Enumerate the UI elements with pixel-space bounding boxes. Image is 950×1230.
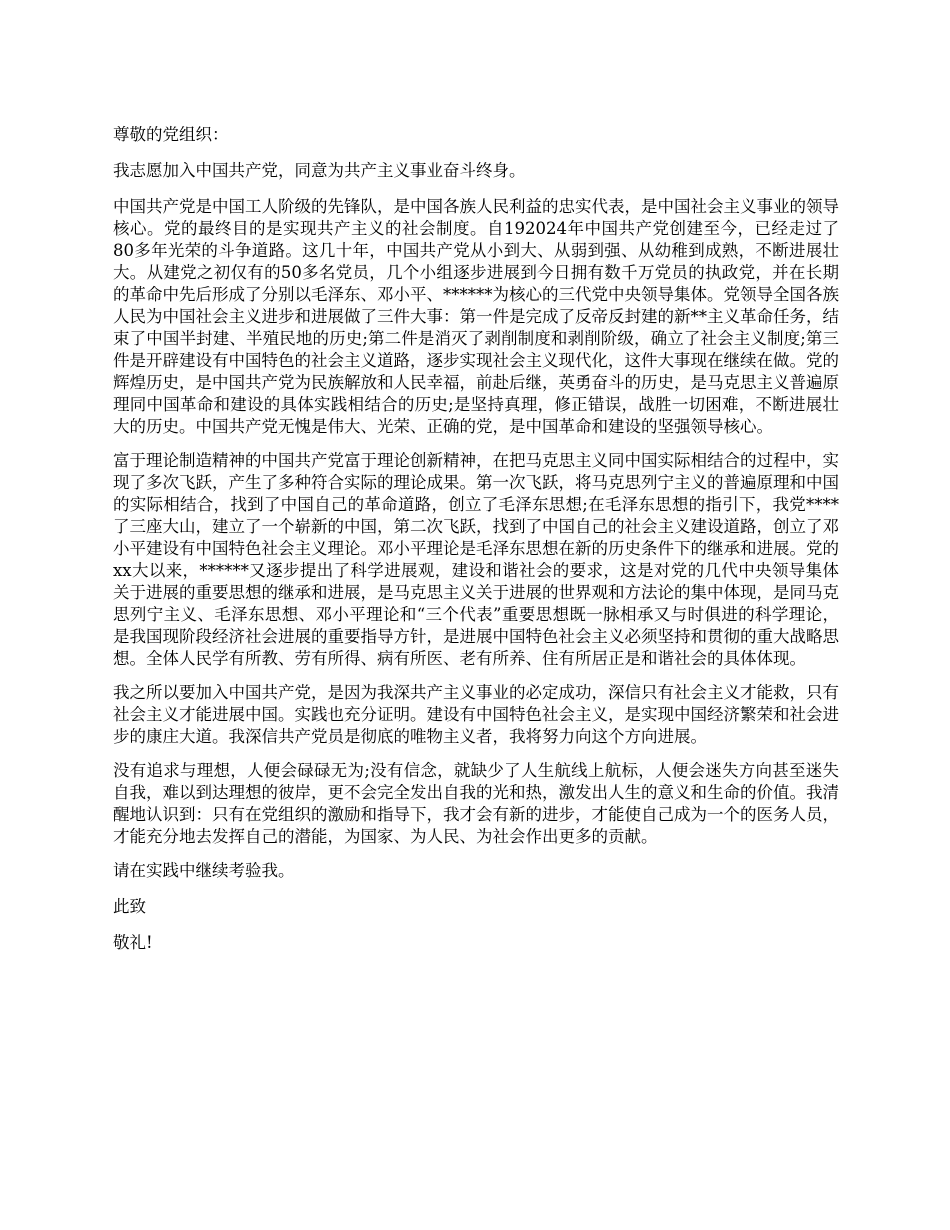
closing-line-2: 敬礼! [113,933,153,952]
ideal-paragraph: 没有追求与理想，人便会碌碌无为;没有信念，就缺少了人生航线上航标，人便会迷失方向甚至迷失自我，难以到达理想的彼岸，更不会完全发出自我的光和热，激发出人生的意义和生命的价值。我清醒地认识到：只有在党组织的激励和指导下，我才会有新的进步，才能使自己成为一个的医务人员，才能充分地去发挥自己的潜能，为国家、为人民、为社会作出更多的贡献。 [113,761,839,846]
history-paragraph: 中国共产党是中国工人阶级的先锋队，是中国各族人民利益的忠实代表，是中国社会主义事业的领导核心。党的最终目的是实现共产主义的社会制度。自192024年中国共产党创建至今，已经走过了80多年光荣的斗争道路。这几十年，中国共产党从小到大、从弱到强、从幼稚到成熟，不断进展壮大。从建党之初仅有的50多名党员，几个小组逐步进展到今日拥有数千万党员的执政党，并在长期的革命中先后形成了分别以毛泽东、邓小平、******为核心的三代党中央领导集体。党领导全国各族人民为中国社会主义进步和进展做了三件大事：第一件是完成了反帝反封建的新**主义革命任务，结束了中国半封建、半殖民地的历史;第二件是消灭了剥削制度和剥削阶级，确立了社会主义制度;第三件是开辟建设有中国特色的社会主义道路，逐步实现社会主义现代化，这件大事现在继续在做。党的辉煌历史，是中国共产党为民族解放和人民幸福，前赴后继，英勇奋斗的历史，是马克思主义普遍原理同中国革命和建设的具体实践相结合的历史;是坚持真理，修正错误，战胜一切困难，不断进展壮大的历史。中国共产党无愧是伟大、光荣、正确的党，是中国革命和建设的坚强领导核心。 [113,197,839,436]
closing-line-1: 此致 [113,897,146,916]
reason-paragraph: 我之所以要加入中国共产党，是因为我深共产主义事业的必定成功，深信只有社会主义才能救，只有社会主义才能进展中国。实践也充分证明。建设有中国特色社会主义，是实现中国经济繁荣和社会进步的康庄大道。我深信共产党员是彻底的唯物主义者，我将努力向这个方向进展。 [113,683,839,746]
theory-paragraph: 富于理论制造精神的中国共产党富于理论创新精神，在把马克思主义同中国实际相结合的过程中，实现了多次飞跃，产生了多种符合实际的理论成果。第一次飞跃，将马克思列宁主义的普遍原理和中国的实际相结合，找到了中国自己的革命道路，创立了毛泽东思想;在毛泽东思想的指引下，我党****了三座大山，建立了一个崭新的中国，第二次飞跃，找到了中国自己的社会主义建设道路，创立了邓小平建设有中国特色社会主义理论。邓小平理论是毛泽东思想在新的历史条件下的继承和进展。党的xx大以来，******又逐步提出了科学进展观，建设和谐社会的要求，这是对党的几代中央领导集体关于进展的重要思想的继承和进展，是马克思主义关于进展的世界观和方法论的集中体现，是同马克思列宁主义、毛泽东思想、邓小平理论和“三个代表”重要思想既一脉相承又与时俱进的科学理论，是我国现阶段经济社会进展的重要指导方针，是进展中国特色社会主义必须坚持和贯彻的重大战略思想。全体人民学有所教、劳有所得、病有所医、老有所养、住有所居正是和谐社会的具体体现。 [113,451,839,668]
salutation: 尊敬的党组织： [113,125,229,144]
intro-paragraph: 我志愿加入中国共产党，同意为共产主义事业奋斗终身。 [113,161,526,180]
letter-body [113,124,839,968]
request-line: 请在实践中继续考验我。 [113,861,295,880]
